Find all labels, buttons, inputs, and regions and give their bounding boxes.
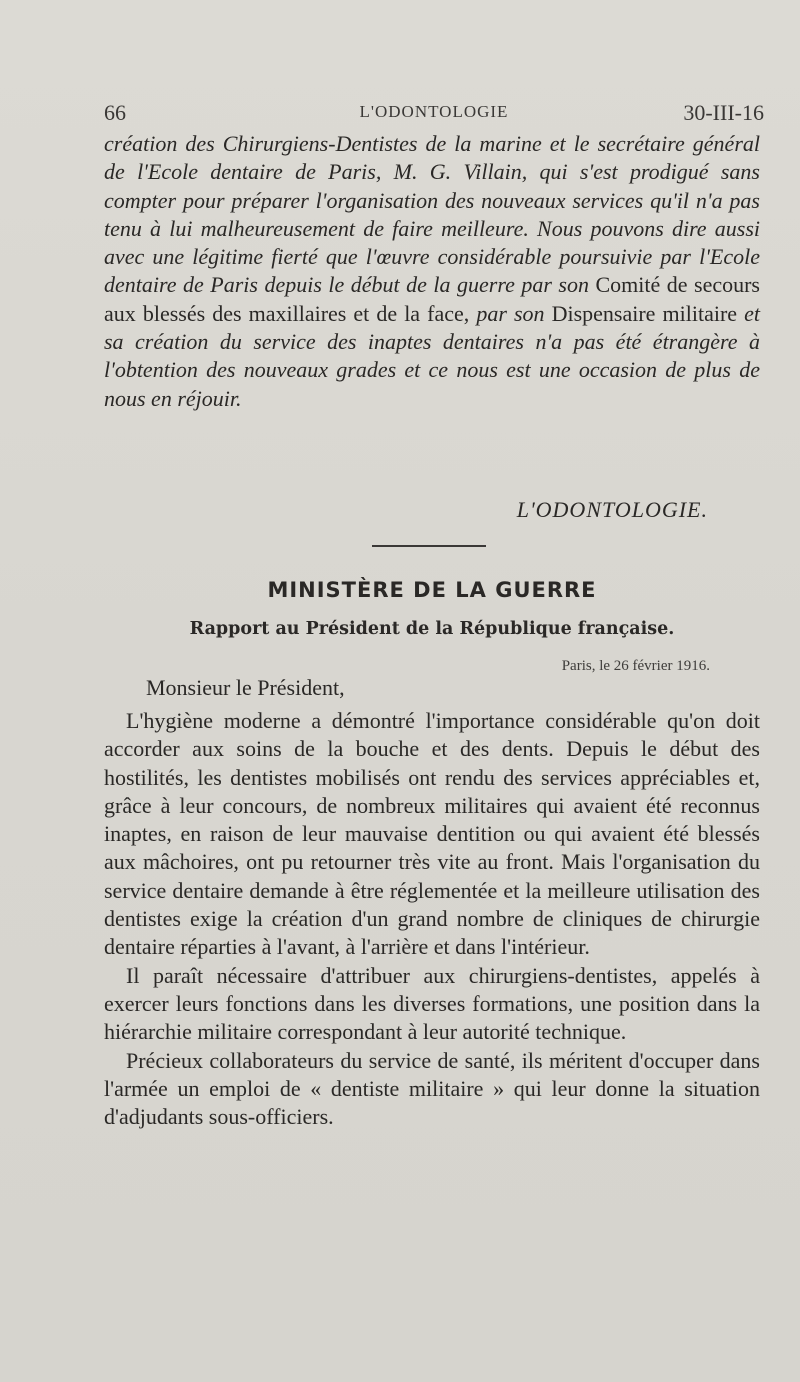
intro-italic-2: par son [476,300,545,326]
page-number: 66 [104,100,126,125]
dateline: Paris, le 26 février 1916. [561,658,710,674]
report-paragraph-3: Précieux collaborateurs du service de santé, ils méritent d'occuper dans l'armée un emploi de « dentiste militaire » qui leur donne la situation d'adjudants sous-officiers. [104,1047,760,1130]
signature: L'ODONTOLOGIE. [516,497,708,522]
report-heading: Rapport au Président de la République française. [189,619,675,639]
intro-roman-2: Dispensaire militaire [544,300,745,326]
running-header [104,100,764,128]
intro-paragraph [104,130,760,413]
report-paragraph-1: L'hygiène moderne a démontré l'importance considérable qu'on doit accorder aux soins de la bouche et des dents. Depuis le début des hostilités, les dentistes mobilisés ont rendu des services appréciables et, grâce à leur concours, de nombreux militaires qui avaient été reconnus inaptes, en raison de leur mauvaise dentition ou qui avaient été blessés aux mâchoires, ont pu retourner très vite au front. Mais l'organisation du service dentaire demande à être réglementée et la meilleure utilisation des dentistes exige la création d'un grand nombre de cliniques de chirurgie dentaire réparties à l'avant, à l'arrière et dans l'intérieur. [104,708,760,960]
ministry-heading: MINISTÈRE DE LA GUERRE [267,578,597,602]
intro-roman-1: Comité de secours aux blessés des maxillaires et de la face, [104,272,760,326]
report-paragraph-2: Il paraît nécessaire d'attribuer aux chirurgiens-dentistes, appelés à exercer leurs fonctions dans les diverses formations, une position dans la hiérarchie militaire correspondant à leur autorité technique. [104,962,760,1045]
issue-date: 30-III-16 [683,100,764,125]
journal-title: L'ODONTOLOGIE [359,102,509,121]
salutation: Monsieur le Président, [146,675,345,700]
intro-italic-1: création des Chirurgiens-Dentistes de la marine et le secrétaire général de l'Ecole dentaire de Paris, M. G. Villain, qui s'est prodigué sans compter pour préparer l'organisation des nouveaux services qu'il n'a pas tenu à lui malheureusement de faire meilleure. Nous pouvons dire aussi avec une légitime fierté que l'œuvre considérable poursuivie par l'Ecole dentaire de Paris depuis le début de la guerre par son [104,131,760,298]
section-divider [372,545,486,547]
report-body [104,707,760,1131]
intro-italic-3: et sa création du service des inaptes dentaires n'a pas été étrangère à l'obtention des nouveaux grades et ce nous est une occasion de plus de nous en réjouir. [104,300,761,411]
